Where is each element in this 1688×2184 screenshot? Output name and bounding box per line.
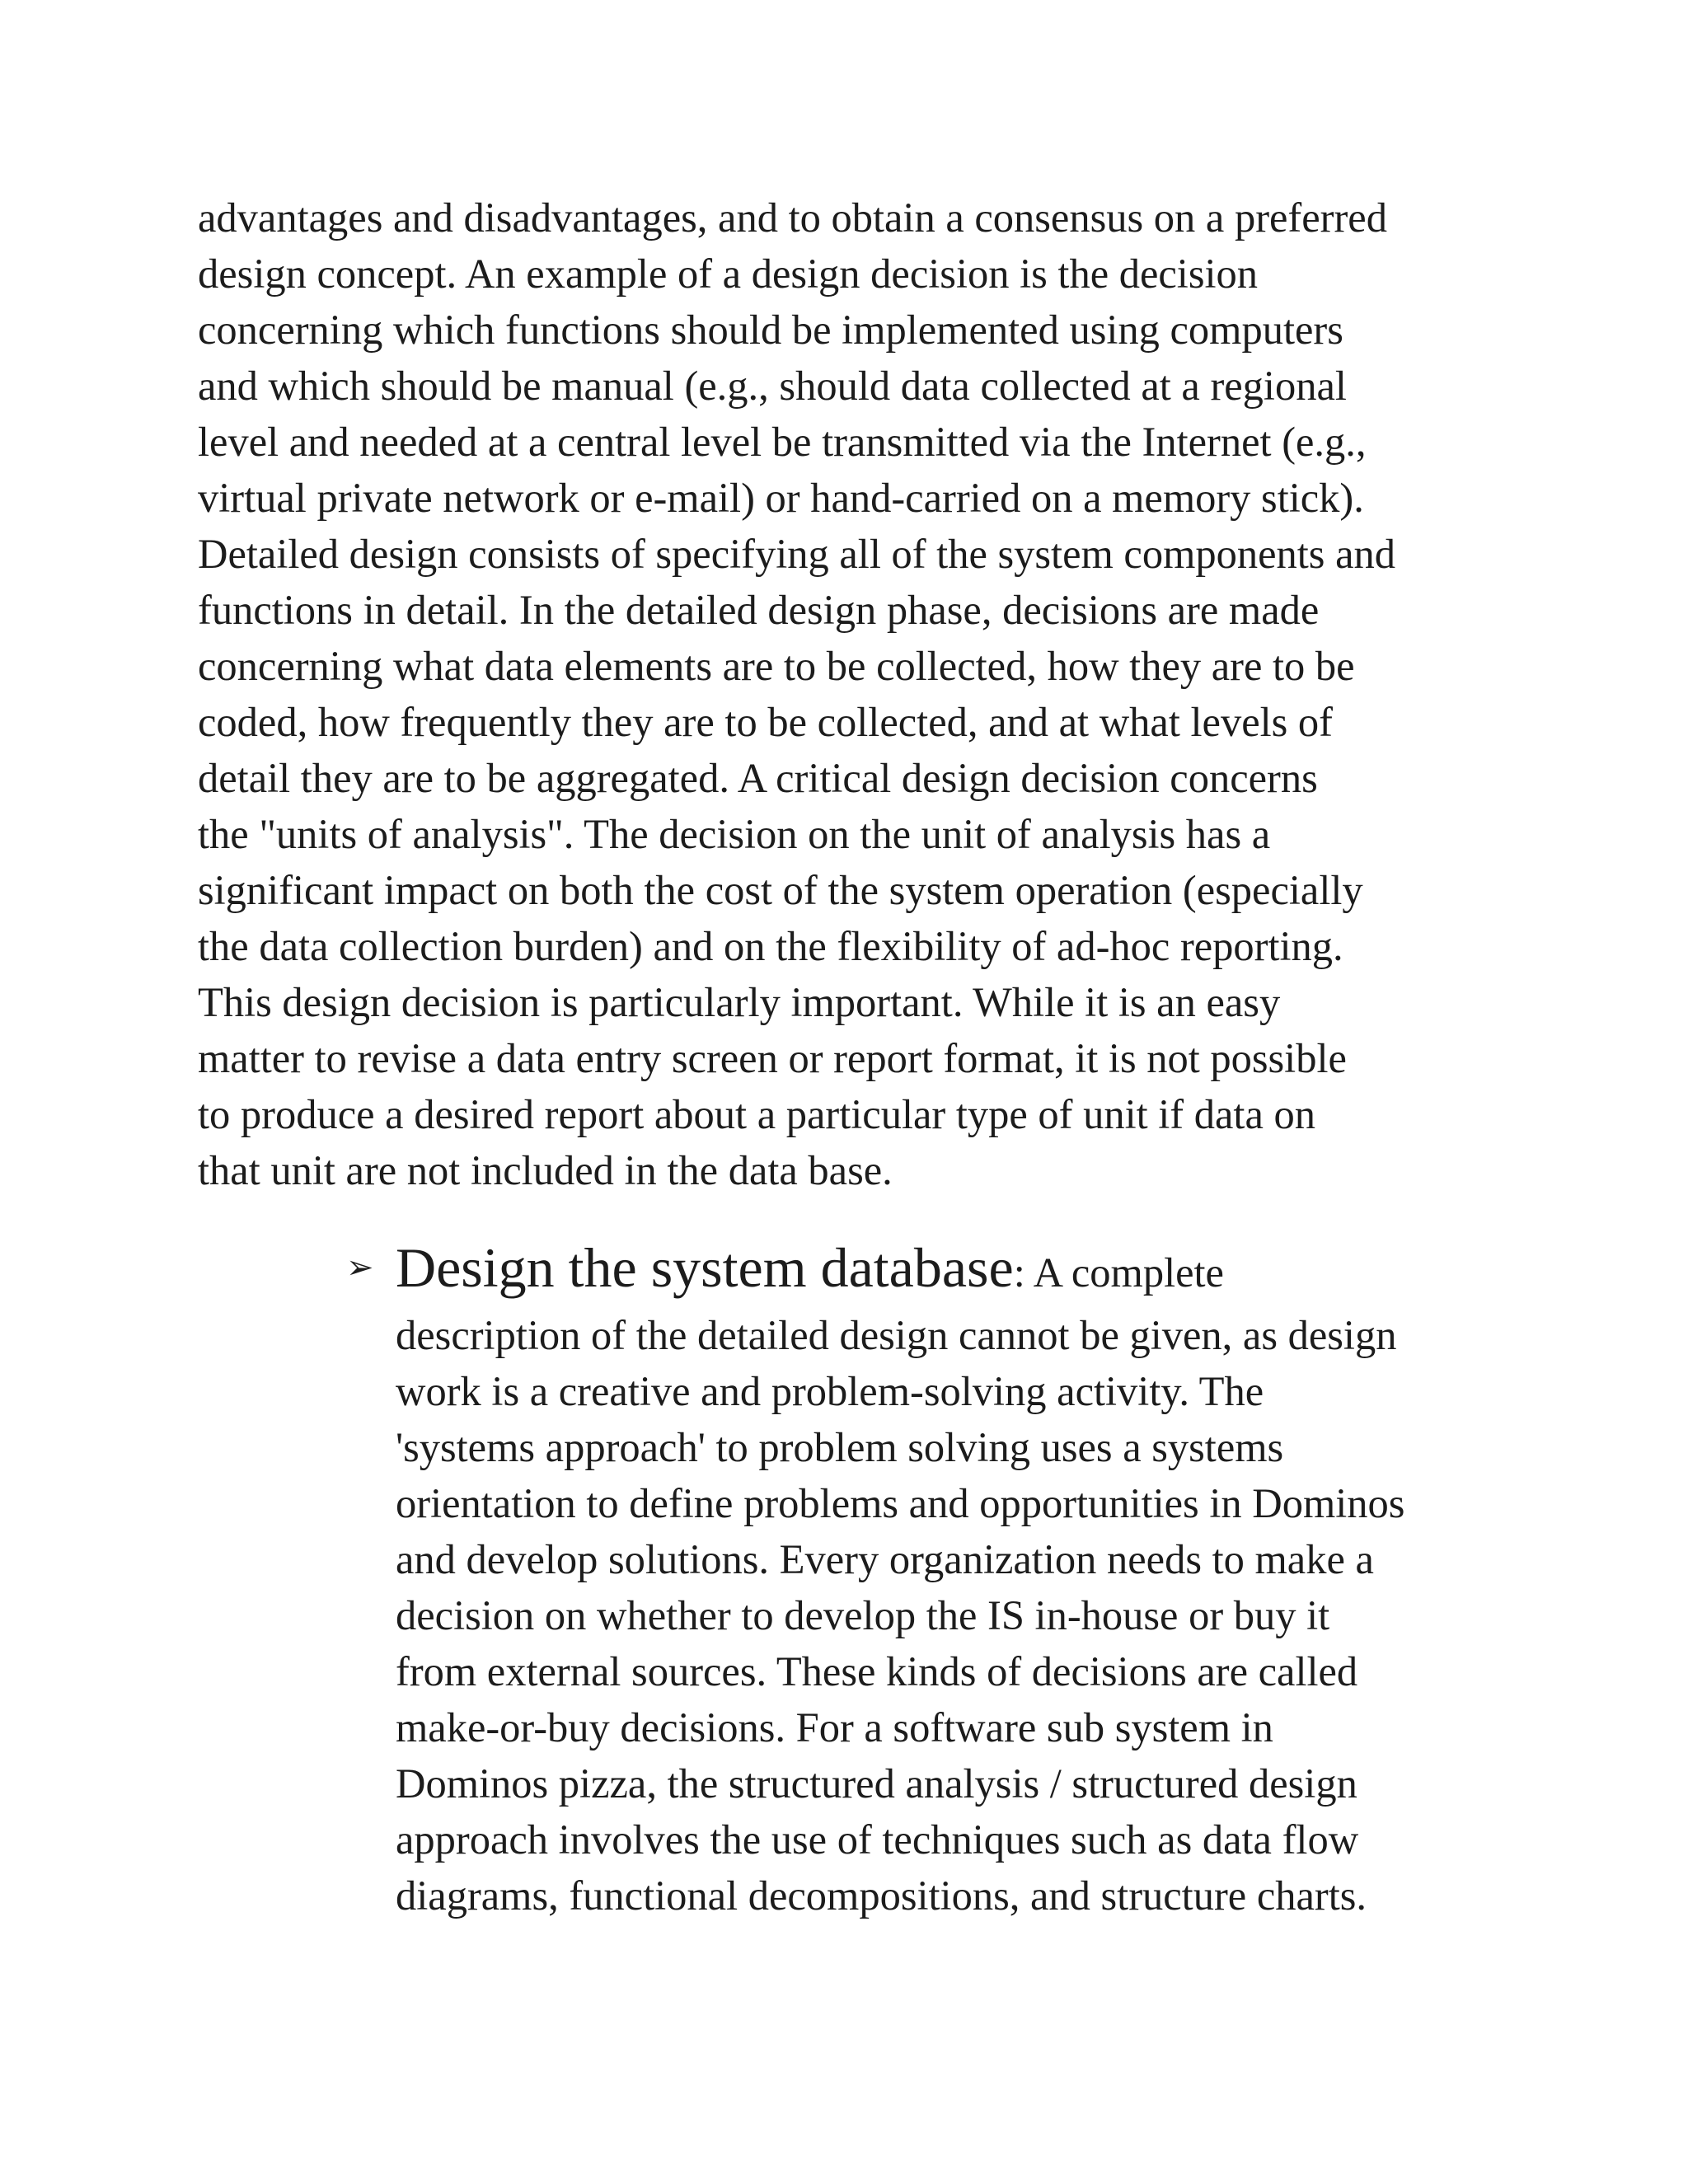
arrow-bullet-icon: ➢ bbox=[346, 1249, 374, 1286]
bullet-lead-text: : A complete bbox=[1013, 1249, 1224, 1296]
bullet-heading: Design the system database bbox=[396, 1236, 1014, 1299]
body-paragraph: advantages and disadvantages, and to obtain a consensus on a preferred design concept. An example of a design decision is the decision concerning which functions should be implemented using computers and which should be manual (e.g., should data collected at a regional level and needed at a central level be transmitted via the Internet (e.g., virtual private network or e-mail) or hand-carried on a memory stick). Detailed design consists of specifying all of the system components and functions in detail. In the detailed design phase, decisions are made concerning what data elements are to be collected, how they are to be coded, how frequently they are to be collected, and at what levels of detail they are to be aggregated. A critical design decision concerns the "units of analysis". The decision on the unit of analysis has a significant impact on both the cost of the system operation (especially the data collection burden) and on the flexibility of ad-hoc reporting. This design decision is particularly important. While it is an easy matter to revise a data entry screen or report format, it is not possible to produce a desired report about a particular type of unit if data on that unit are not included in the data base. bbox=[198, 194, 1395, 1193]
bullet-heading-line bbox=[396, 1228, 1224, 1312]
bullet-body-text: description of the detailed design cannot be given, as design work is a creative and problem-solving activity. The 'systems approach' to problem solving uses a systems orientation to define problems and opportunities in Dominos and develop solutions. Every organization needs to make a decision on whether to develop the IS in-house or buy it from external sources. These kinds of decisions are called make-or-buy decisions. For a software sub system in Dominos pizza, the structured analysis / structured design approach involves the use of techniques such as data flow diagrams, functional decompositions, and structure charts. bbox=[396, 1312, 1405, 1919]
